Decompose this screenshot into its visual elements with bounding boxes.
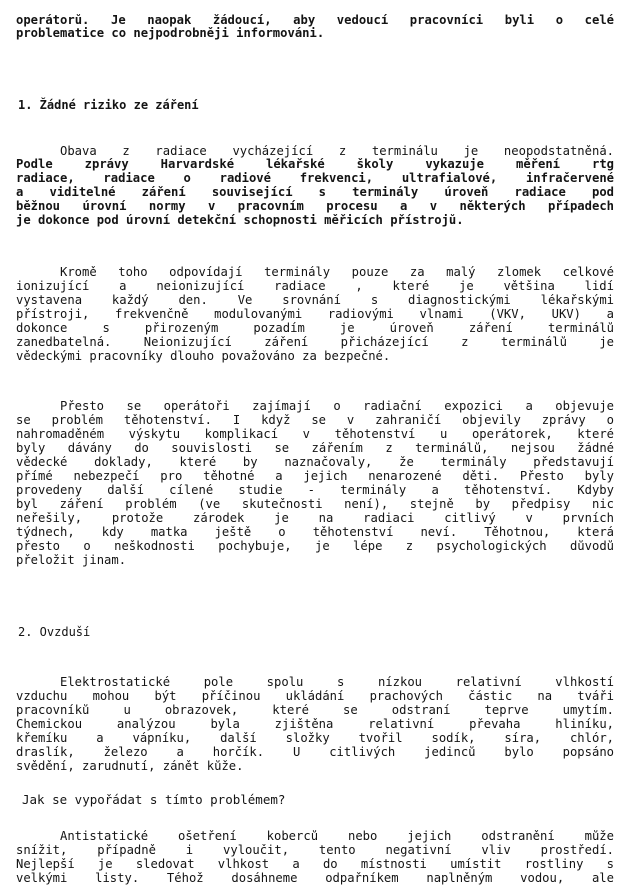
text-line: byl záření problém (ve skutečnosti není), stejně by předpisy nic	[16, 498, 614, 511]
text-line: vědeckými pracovníky dlouho považováno za bezpečné.	[16, 350, 391, 363]
text-line: vystavena každý den. Ve srovnání s diagnostickými lékařskými	[16, 294, 614, 307]
text-line: přímé nebezpečí pro těhotné a jejich nenarozené děti. Přesto byly	[16, 470, 614, 483]
text-line: nahromaděném výskytu komplikací v těhotenství u operátorek, které	[16, 428, 614, 441]
text-line: Přesto se operátoři zajímají o radiační expozici a objevuje	[60, 400, 614, 413]
text-line: dokonce s přirozeným pozadím je úroveň záření terminálů	[16, 322, 614, 335]
text-line: radiace, radiace o radiové frekvenci, ultrafialové, infračervené	[16, 172, 614, 185]
text-line: se problém těhotenství. I když se v zahraničí objevily zprávy o	[16, 414, 614, 427]
text-line: draslík, železo a horčík. U citlivých jedinců bylo popsáno	[16, 746, 614, 759]
text-line: Podle zprávy Harvardské lékařské školy vykazuje měření rtg	[16, 158, 614, 171]
text-line: byly dávány do souvislosti se zářením z terminálů, nejsou žádné	[16, 442, 614, 455]
text-line: Nejlepší je sledovat vlhkost a do místnosti umístit rostliny s	[16, 858, 614, 871]
text-line: přeložit jinam.	[16, 554, 127, 567]
text-line: Obava z radiace vycházející z terminálu je neopodstatněná.	[60, 145, 614, 158]
text-line: vědecké doklady, které by naznačovaly, že terminály představují	[16, 456, 614, 469]
text-line: neřešily, protože zárodek je na radiaci citlivý v prvních	[16, 512, 614, 525]
text-line: velkými listy. Téhož dosáhneme odpařníkem naplněným vodou, ale	[16, 872, 614, 885]
section-heading: 1. Žádné riziko ze záření	[18, 98, 199, 112]
text-line: a viditelné záření související s terminály úroveň radiace pod	[16, 186, 614, 199]
question-line: Jak se vypořádat s tímto problémem?	[22, 792, 286, 807]
text-line: zanedbatelná. Neionizující záření přicházející z terminálů je	[16, 336, 614, 349]
text-line: Antistatické ošetření koberců nebo jejich odstranění může	[60, 830, 614, 843]
text-line: běžnou úrovní normy v pracovním procesu a v některých případech	[16, 200, 614, 213]
text-line: přístroji, frekvenčně modulovanými radiovými vlnami (VKV, UKV) a	[16, 308, 614, 321]
text-line: pracovníků u obrazovek, které se odstraní teprve umytím.	[16, 704, 614, 717]
text-line: Elektrostatické pole spolu s nízkou relativní vlhkostí	[60, 676, 614, 689]
text-line: operátorů. Je naopak žádoucí, aby vedoucí pracovníci byli o celé	[16, 14, 614, 27]
text-line: snížit, případně i vyloučit, tento negativní vliv prostředí.	[16, 844, 614, 857]
text-line: Kromě toho odpovídají terminály pouze za malý zlomek celkové	[60, 266, 614, 279]
text-line: vzduchu mohou být příčinou ukládání prachových částic na tváři	[16, 690, 614, 703]
text-line: svědění, zarudnutí, zánět kůže.	[16, 760, 244, 773]
text-line: ionizující a neionizující radiace , které je většina lidí	[16, 280, 614, 293]
text-line: týdnech, kdy matka ještě o těhotenství neví. Těhotnou, která	[16, 526, 614, 539]
text-line: provedeny další cílené studie - terminály a těhotenství. Kdyby	[16, 484, 614, 497]
text-line: přesto o neškodnosti pochybuje, je lépe z psychologických důvodů	[16, 540, 614, 553]
text-line: je dokonce pod úrovní detekční schopnosti měřicích přístrojů.	[16, 214, 464, 227]
text-line: problematice co nejpodrobněji informováni.	[16, 27, 325, 40]
text-line: křemíku a vápníku, další složky tvořil sodík, síra, chlór,	[16, 732, 614, 745]
text-line: Chemickou analýzou byla zjištěna relativní převaha hliníku,	[16, 718, 614, 731]
section-heading: 2. Ovzduší	[18, 625, 91, 639]
